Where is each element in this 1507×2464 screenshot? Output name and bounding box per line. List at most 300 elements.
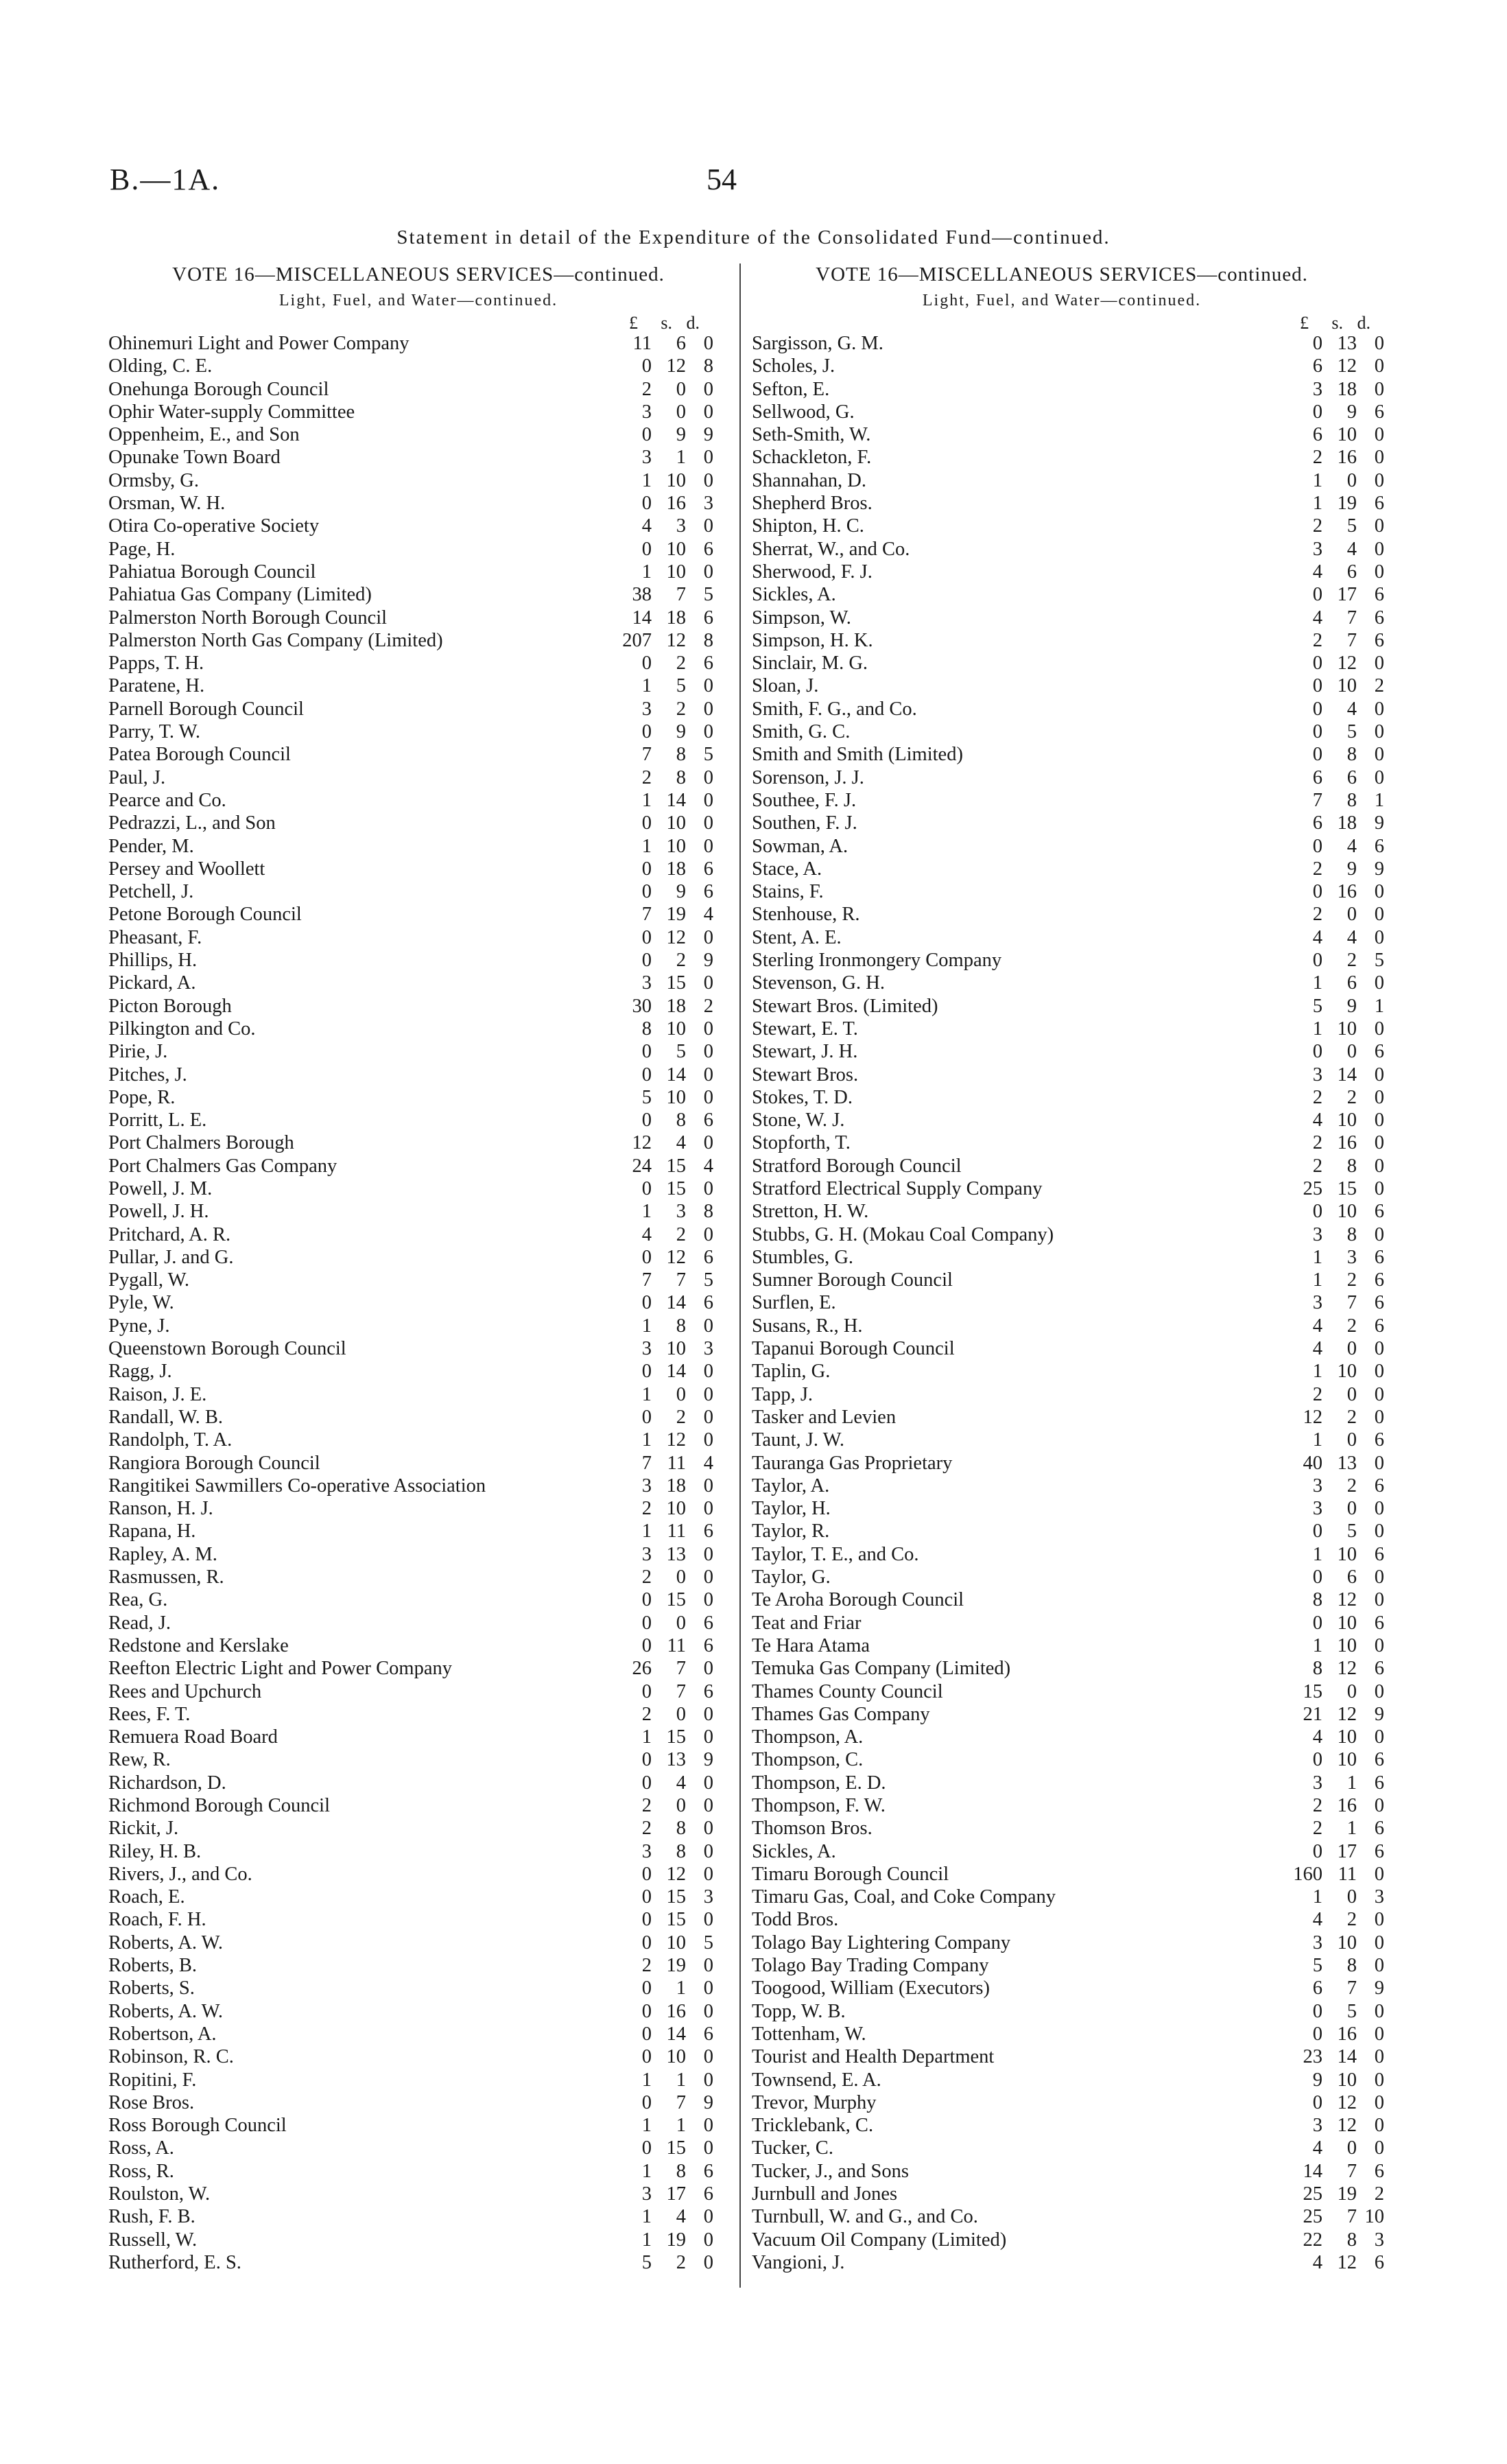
table-row	[746, 332, 1384, 355]
table-row	[746, 766, 1384, 789]
pence-value: 6	[703, 1292, 713, 1314]
payee-name: Pritchard, A. R.	[108, 1223, 231, 1245]
table-row	[103, 2000, 734, 2023]
payee-name: Ropitini, F.	[108, 2069, 197, 2091]
pounds-value: 24	[632, 1155, 652, 1177]
table-row	[746, 607, 1384, 629]
pence-value: 0	[703, 1132, 713, 1154]
payee-name: Tauranga Gas Proprietary	[752, 1452, 953, 1474]
pounds-value: 5	[1312, 995, 1322, 1017]
pounds-value: 0	[641, 1634, 652, 1656]
shillings-value: 14	[1337, 2046, 1357, 2068]
pounds-value: 3	[641, 1338, 652, 1360]
pounds-value: 38	[632, 584, 652, 606]
payee-name: Queenstown Borough Council	[108, 1338, 346, 1360]
table-row	[103, 2045, 734, 2068]
pounds-value: 0	[641, 1246, 652, 1268]
shillings-value: 10	[1337, 675, 1357, 697]
pence-value: 6	[1374, 1543, 1384, 1565]
payee-name: Stumbles, G.	[752, 1246, 854, 1268]
pence-value: 6	[703, 2160, 713, 2182]
pence-value: 0	[1374, 653, 1384, 674]
pounds-value: 2	[1312, 515, 1322, 537]
pence-value: 6	[1374, 1315, 1384, 1337]
payee-name: Stone, W. J.	[752, 1110, 845, 1131]
payee-name: Ross Borough Council	[108, 2115, 287, 2137]
vote-heading: VOTE 16—MISCELLANEOUS SERVICES—continued.	[172, 263, 665, 285]
payee-name: Roberts, B.	[108, 1955, 198, 1977]
pounds-value: 0	[1312, 333, 1322, 354]
payee-name: Tricklebank, C.	[752, 2115, 874, 2137]
table-row	[103, 1086, 734, 1109]
pence-value: 9	[1374, 1703, 1384, 1725]
pence-value: 0	[1374, 333, 1384, 354]
pence-value: 3	[703, 493, 713, 515]
pounds-value: 8	[1312, 1658, 1322, 1680]
table-row	[103, 2114, 734, 2137]
pence-value: 6	[1374, 1201, 1384, 1223]
payee-name: Simpson, H. K.	[752, 629, 873, 651]
shillings-value: 0	[1346, 2137, 1357, 2159]
pounds-value: 5	[641, 1086, 652, 1108]
table-row	[746, 1383, 1384, 1406]
pounds-value: 30	[632, 995, 652, 1017]
shillings-value: 18	[1337, 378, 1357, 400]
shillings-value: 2	[1346, 950, 1357, 972]
table-row	[103, 1018, 734, 1040]
pence-value: 6	[1374, 1269, 1384, 1291]
pence-value: 6	[703, 881, 713, 903]
shillings-value: 10	[666, 1932, 686, 1953]
payee-name: Stewart, E. T.	[752, 1018, 858, 1040]
pounds-value: 3	[641, 972, 652, 994]
table-row	[103, 1543, 734, 1566]
pounds-value: 0	[641, 1612, 652, 1634]
pence-value: 0	[703, 2115, 713, 2137]
payee-name: Taplin, G.	[752, 1361, 831, 1383]
pounds-value: 7	[641, 904, 652, 926]
pence-value: 0	[703, 1589, 713, 1611]
payee-name: Pahiatua Gas Company (Limited)	[108, 584, 372, 606]
pence-value: 0	[1374, 538, 1384, 560]
payee-name: Pope, R.	[108, 1086, 176, 1108]
table-row	[103, 1954, 734, 1977]
pence-value: 0	[703, 2137, 713, 2159]
payee-name: Trevor, Murphy	[752, 2091, 877, 2113]
shillings-value: 15	[666, 1589, 686, 1611]
pence-value: 1	[1374, 995, 1384, 1017]
shillings-value: 0	[676, 401, 686, 423]
pence-value: 0	[1374, 2069, 1384, 2091]
shillings-value: 2	[676, 1223, 686, 1245]
payee-name: Townsend, E. A.	[752, 2069, 881, 2091]
pence-value: 6	[703, 1246, 713, 1268]
pounds-value: 2	[641, 1818, 652, 1840]
shillings-value: 16	[1337, 447, 1357, 469]
shillings-value: 10	[666, 561, 686, 583]
table-row	[103, 2229, 734, 2251]
shillings-value: 10	[666, 812, 686, 834]
payee-name: Robertson, A.	[108, 2023, 217, 2045]
shillings-value: 8	[1346, 1155, 1357, 1177]
pounds-value: 40	[1303, 1452, 1322, 1474]
table-row	[103, 1657, 734, 1680]
pence-value: 6	[1374, 1429, 1384, 1451]
shillings-value: 5	[1346, 2000, 1357, 2022]
page-number: 54	[707, 163, 737, 196]
pounds-value: 1	[1312, 1018, 1322, 1040]
pounds-value: 6	[1312, 766, 1322, 788]
payee-name: Turnbull, W. and G., and Co.	[752, 2206, 978, 2228]
pounds-value: 0	[641, 424, 652, 446]
pence-value: 0	[703, 2229, 713, 2251]
pounds-value: 0	[641, 1863, 652, 1885]
table-row	[746, 1657, 1384, 1680]
shillings-value: 19	[1337, 2183, 1357, 2205]
pence-value: 0	[1374, 926, 1384, 948]
pence-value: 0	[703, 835, 713, 857]
pence-value: 9	[1374, 858, 1384, 880]
pounds-value: 1	[1312, 1246, 1322, 1268]
pounds-value: 14	[1303, 2160, 1322, 2182]
payee-name: Pahiatua Borough Council	[108, 561, 316, 583]
payee-name: Robinson, R. C.	[108, 2046, 234, 2068]
table-row	[746, 2160, 1384, 2183]
table-row	[103, 880, 734, 903]
table-row	[746, 1772, 1384, 1794]
payee-name: Raison, J. E.	[108, 1383, 207, 1405]
payee-name: Sherrat, W., and Co.	[752, 538, 910, 560]
shillings-value: 9	[1346, 995, 1357, 1017]
table-row	[103, 743, 734, 766]
shillings-value: 17	[1337, 1840, 1357, 1862]
table-row	[103, 1383, 734, 1406]
shillings-value: 9	[676, 881, 686, 903]
payee-name: Teat and Friar	[752, 1612, 862, 1634]
table-row	[103, 1246, 734, 1269]
pounds-value: 0	[641, 2046, 652, 2068]
pence-value: 0	[703, 561, 713, 583]
payee-name: Susans, R., H.	[752, 1315, 863, 1337]
payee-name: Powell, J. M.	[108, 1177, 213, 1199]
shillings-value: 5	[676, 675, 686, 697]
payee-name: Pirie, J.	[108, 1041, 168, 1063]
shillings-value: 5	[676, 1041, 686, 1063]
pence-value: 4	[703, 904, 713, 926]
shillings-value: 1	[1346, 1818, 1357, 1840]
payee-name: Porritt, L. E.	[108, 1110, 207, 1131]
pounds-value: 0	[1312, 881, 1322, 903]
pence-value: 6	[703, 1612, 713, 1634]
pence-value: 0	[1374, 2091, 1384, 2113]
pounds-value: 1	[1312, 1269, 1322, 1291]
pounds-value: 4	[641, 1223, 652, 1245]
pounds-value: 0	[1312, 653, 1322, 674]
payee-name: Sowman, A.	[752, 835, 849, 857]
pounds-value: 2	[641, 378, 652, 400]
pence-value: 0	[1374, 1361, 1384, 1383]
shillings-value: 14	[666, 2023, 686, 2045]
table-row	[103, 1475, 734, 1497]
pence-value: 6	[703, 1521, 713, 1542]
pence-value: 0	[703, 1840, 713, 1862]
payee-name: Todd Bros.	[752, 1909, 839, 1931]
payee-name: Pickard, A.	[108, 972, 196, 994]
pence-value: 0	[703, 2206, 713, 2228]
pounds-value: 0	[641, 1909, 652, 1931]
table-row	[103, 1291, 734, 1314]
pounds-value: 2	[1312, 1795, 1322, 1816]
table-row	[103, 1588, 734, 1611]
pounds-value: 3	[641, 1543, 652, 1565]
pence-value: 0	[1374, 2000, 1384, 2022]
pence-value: 0	[1374, 1726, 1384, 1748]
table-row	[746, 423, 1384, 446]
payee-name: Picton Borough	[108, 995, 232, 1017]
pounds-value: 5	[641, 2251, 652, 2273]
table-row	[103, 1177, 734, 1200]
shillings-value: 10	[666, 469, 686, 491]
pence-value: 9	[703, 1749, 713, 1771]
shillings-value: 19	[1337, 493, 1357, 515]
vote-heading: VOTE 16—MISCELLANEOUS SERVICES—continued.	[816, 263, 1308, 285]
payee-name: Rapley, A. M.	[108, 1543, 217, 1565]
table-row	[746, 1315, 1384, 1337]
pounds-value: 1	[1312, 469, 1322, 491]
shillings-value: 0	[676, 378, 686, 400]
shillings-value: 0	[1346, 469, 1357, 491]
table-row	[746, 1475, 1384, 1497]
payee-name: Roach, E.	[108, 1886, 185, 1908]
pence-value: 0	[703, 1772, 713, 1794]
table-row	[746, 2114, 1384, 2137]
table-row	[746, 1977, 1384, 1999]
pence-value: 3	[1374, 2229, 1384, 2251]
payee-name: Stretton, H. W.	[752, 1201, 869, 1223]
pounds-value: 1	[641, 1521, 652, 1542]
pounds-value: 3	[1312, 1932, 1322, 1953]
payee-name: Sellwood, G.	[752, 401, 855, 423]
pounds-value: 1	[641, 2069, 652, 2091]
shillings-value: 2	[1346, 1909, 1357, 1931]
payee-name: Richmond Borough Council	[108, 1795, 330, 1816]
pounds-value: 2	[641, 1703, 652, 1725]
pounds-value: 3	[1312, 2115, 1322, 2137]
pence-value: 0	[703, 1361, 713, 1383]
table-row	[746, 2229, 1384, 2251]
shillings-value: 7	[676, 1680, 686, 1702]
pence-value: 0	[1374, 469, 1384, 491]
payee-name: Rew, R.	[108, 1749, 171, 1771]
pence-value: 9	[1374, 1978, 1384, 1999]
pence-value: 0	[1374, 1498, 1384, 1520]
shillings-value: 0	[1346, 1498, 1357, 1520]
payee-name: Stewart, J. H.	[752, 1041, 858, 1063]
pence-value: 0	[703, 1041, 713, 1063]
pounds-value: 2	[1312, 447, 1322, 469]
pence-value: 8	[703, 355, 713, 377]
payee-name: Roberts, S.	[108, 1978, 195, 1999]
payee-name: Port Chalmers Gas Company	[108, 1155, 337, 1177]
pence-value: 6	[703, 2023, 713, 2045]
pounds-value: 0	[641, 1041, 652, 1063]
pence-value: 0	[703, 1315, 713, 1337]
payee-name: Tourist and Health Department	[752, 2046, 995, 2068]
payee-name: Thames Gas Company	[752, 1703, 930, 1725]
pence-value: 0	[1374, 1932, 1384, 1953]
shillings-value: 16	[1337, 1795, 1357, 1816]
payee-name: Thames County Council	[752, 1680, 943, 1702]
pence-value: 0	[1374, 1223, 1384, 1245]
pence-value: 6	[703, 858, 713, 880]
pence-value: 6	[1374, 1475, 1384, 1497]
payee-name: Southen, F. J.	[752, 812, 857, 834]
shillings-value: 16	[1337, 2023, 1357, 2045]
payee-name: Stains, F.	[752, 881, 824, 903]
pence-value: 0	[1374, 904, 1384, 926]
shillings-value: 11	[667, 1521, 686, 1542]
pounds-value: 4	[1312, 2251, 1322, 2273]
pounds-value: 3	[641, 2183, 652, 2205]
payee-name: Rangiora Borough Council	[108, 1452, 320, 1474]
table-row	[746, 2000, 1384, 2023]
pence-value: 0	[703, 926, 713, 948]
table-row	[103, 2091, 734, 2114]
pence-value: 0	[1374, 2023, 1384, 2045]
pounds-value: 2	[641, 1567, 652, 1588]
payee-name: Stopforth, T.	[752, 1132, 851, 1154]
table-row	[746, 1064, 1384, 1086]
payee-name: Roulston, W.	[108, 2183, 211, 2205]
table-row	[746, 1726, 1384, 1748]
table-row	[103, 332, 734, 355]
pounds-value: 1	[641, 561, 652, 583]
shillings-value: 4	[676, 1132, 686, 1154]
shillings-value: 1	[676, 2069, 686, 2091]
table-row	[103, 1406, 734, 1429]
shillings-value: 18	[1337, 812, 1357, 834]
shillings-value: 14	[666, 789, 686, 811]
table-row	[746, 1337, 1384, 1360]
table-row	[746, 1200, 1384, 1223]
shillings-value: 0	[1346, 1383, 1357, 1405]
pence-value: 0	[703, 378, 713, 400]
pounds-value: 0	[641, 1680, 652, 1702]
table-row	[103, 2069, 734, 2091]
entry-list	[103, 332, 734, 2274]
table-row	[103, 1817, 734, 1840]
currency-header	[103, 313, 734, 332]
pounds-value: 2	[1312, 1383, 1322, 1405]
pence-value: 0	[703, 1955, 713, 1977]
shillings-value: 10	[1337, 424, 1357, 446]
pounds-value: 7	[641, 1269, 652, 1291]
shillings-value: 19	[666, 904, 686, 926]
statement-title: Statement in detail of the Expenditure of the Consolidated Fund—continued.	[396, 226, 1111, 248]
pence-value: 6	[1374, 629, 1384, 651]
pounds-value: 0	[641, 1749, 652, 1771]
table-row	[103, 1977, 734, 1999]
payee-name: Rapana, H.	[108, 1521, 196, 1542]
pounds-value: 8	[641, 1018, 652, 1040]
pounds-value: 0	[1312, 1041, 1322, 1063]
payee-name: Stenhouse, R.	[752, 904, 860, 926]
payee-name: Read, J.	[108, 1612, 171, 1634]
payee-name: Roberts, A. W.	[108, 2000, 224, 2022]
table-row	[103, 2137, 734, 2159]
pounds-value: 7	[1312, 789, 1322, 811]
payee-name: Rickit, J.	[108, 1818, 179, 1840]
shillings-value: 5	[1346, 1521, 1357, 1542]
pounds-value: 0	[641, 2023, 652, 2045]
pence-value: 0	[703, 1909, 713, 1931]
payee-name: Timaru Borough Council	[752, 1863, 949, 1885]
pounds-value: 1	[1312, 1361, 1322, 1383]
pence-value: 0	[1374, 1177, 1384, 1199]
payee-name: Smith, G. C.	[752, 721, 851, 743]
pence-value: 3	[703, 1338, 713, 1360]
pounds-value: 0	[641, 1932, 652, 1953]
payee-name: Petchell, J.	[108, 881, 194, 903]
shillings-value: 13	[666, 1749, 686, 1771]
pence-value: 0	[703, 1658, 713, 1680]
table-row	[103, 1109, 734, 1131]
pence-value: 0	[703, 1086, 713, 1108]
shillings-value: 16	[1337, 881, 1357, 903]
payee-name: Jurnbull and Jones	[752, 2183, 898, 2205]
payee-name: Richardson, D.	[108, 1772, 226, 1794]
shillings-value: 15	[666, 972, 686, 994]
table-row	[746, 492, 1384, 515]
table-row	[103, 674, 734, 697]
pence-value: 6	[1374, 835, 1384, 857]
payee-name: Paul, J.	[108, 766, 166, 788]
pounds-header: £	[1300, 313, 1309, 333]
pounds-value: 3	[641, 401, 652, 423]
table-row	[746, 469, 1384, 492]
payee-name: Otira Co-operative Society	[108, 515, 320, 537]
shillings-value: 10	[666, 1018, 686, 1040]
pounds-value: 2	[641, 1795, 652, 1816]
pence-value: 0	[703, 1863, 713, 1885]
shillings-value: 13	[1337, 1452, 1357, 1474]
pence-value: 0	[703, 1429, 713, 1451]
payee-name: Tasker and Levien	[752, 1406, 897, 1428]
payee-name: Rutherford, E. S.	[108, 2251, 241, 2273]
pounds-value: 6	[1312, 812, 1322, 834]
table-row	[103, 1064, 734, 1086]
table-row	[746, 698, 1384, 720]
pence-value: 6	[1374, 401, 1384, 423]
payee-name: Persey and Woollett	[108, 858, 265, 880]
table-row	[746, 972, 1384, 994]
table-row	[746, 903, 1384, 926]
payee-name: Patea Borough Council	[108, 744, 291, 766]
pounds-value: 1	[641, 2229, 652, 2251]
shillings-value: 17	[666, 2183, 686, 2205]
shillings-value: 15	[666, 1886, 686, 1908]
table-row	[103, 1155, 734, 1177]
shillings-value: 8	[676, 1110, 686, 1131]
payee-name: Pearce and Co.	[108, 789, 226, 811]
pounds-value: 25	[1303, 2206, 1322, 2228]
pounds-value: 14	[632, 607, 652, 629]
pence-value: 4	[703, 1155, 713, 1177]
pounds-value: 0	[1312, 1201, 1322, 1223]
payee-name: Ranson, H. J.	[108, 1498, 213, 1520]
pence-header: d.	[686, 313, 700, 333]
pence-value: 0	[1374, 1406, 1384, 1428]
